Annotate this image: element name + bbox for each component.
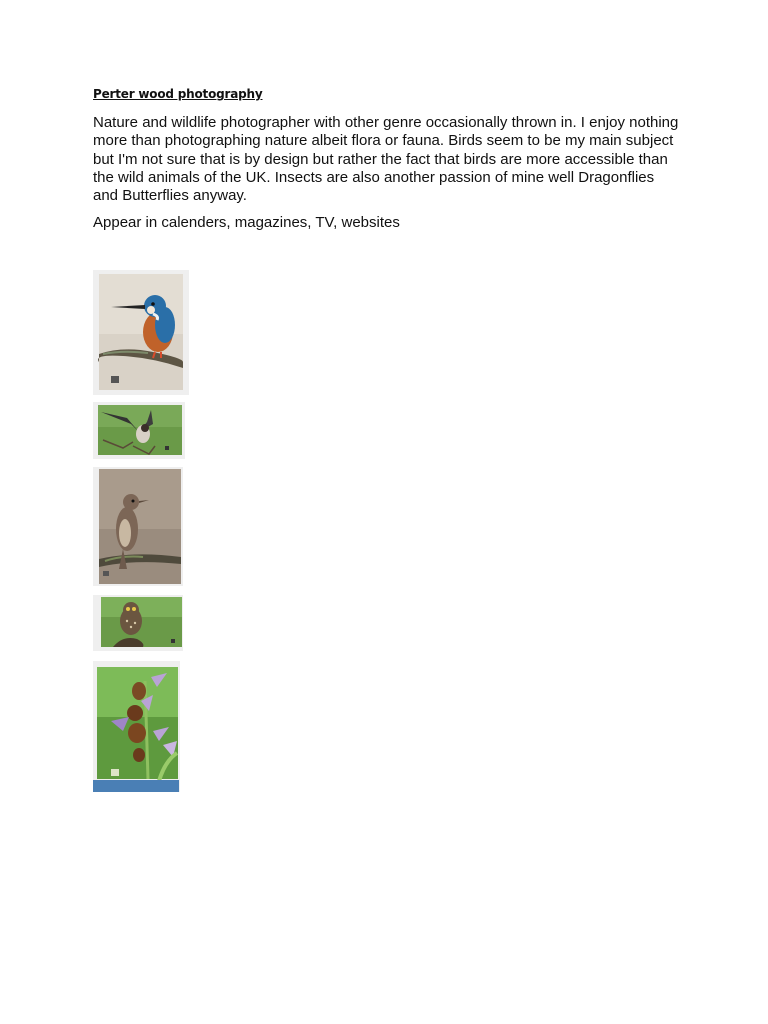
little-owl-photo	[93, 595, 183, 651]
intro-paragraph: Nature and wildlife photographer with other genre occasionally thrown in. I enjoy nothing more than photographing nature albeit flora or fauna. Birds seem to be my main subject but I'm not sure that is by design but rather the fact that birds are more accessible than the wild animals of the UK. Insects are also another passion of mine well Dragonflies and Butterflies anyway.	[93, 114, 679, 205]
page-title: Perter wood photography	[93, 87, 263, 101]
reed-warbler-photo	[93, 467, 183, 586]
bee-orchid-photo	[93, 661, 180, 792]
kingfisher-photo	[93, 270, 189, 395]
swallow-in-flight-photo	[93, 402, 185, 459]
appearances-paragraph: Appear in calenders, magazines, TV, websites	[93, 214, 400, 231]
